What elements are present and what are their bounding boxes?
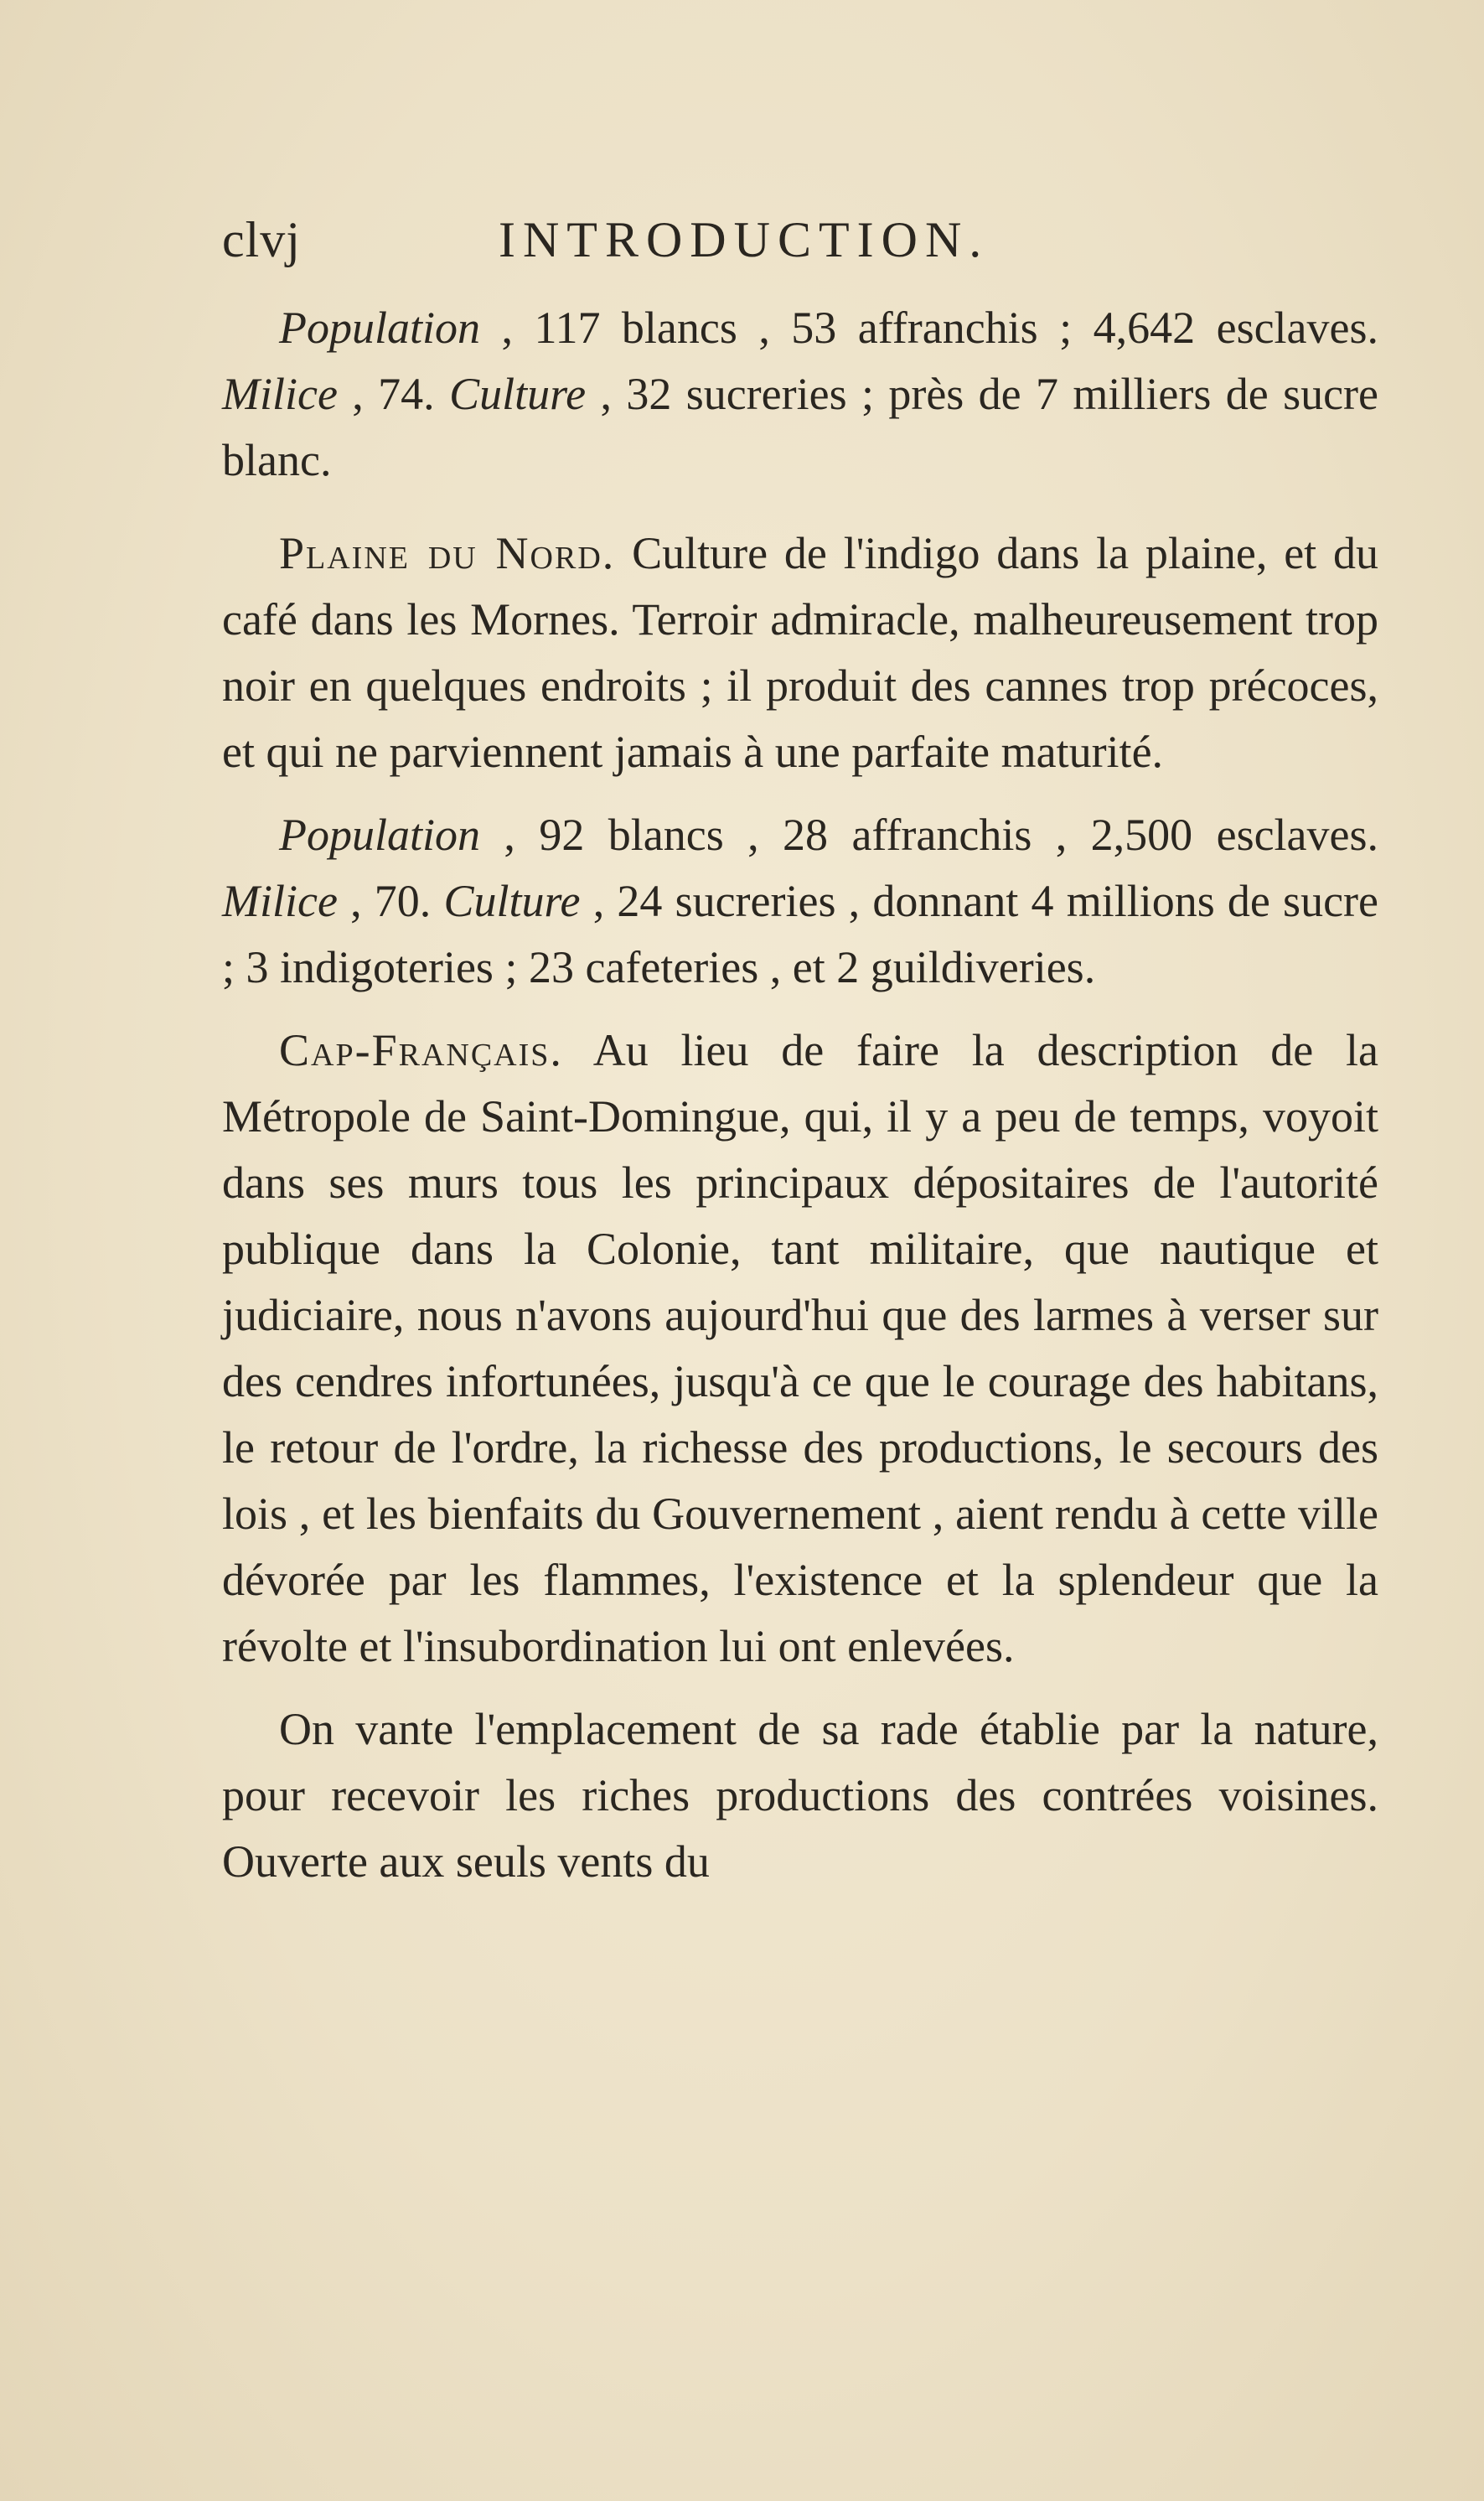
page-body [222,295,1378,1912]
paragraph-text: Culture de l'indigo dans la plaine, et du café dans les Mornes. Terroir admiracle, malheureusement trop noir en quelques endroits ; il produit des cannes trop précoces, et qui ne parviennent jamais à une parfaite maturité. [222,528,1379,777]
paragraph-population-1 [222,295,1378,494]
running-title: INTRODUCTION. [499,212,990,267]
italic-term: Population [279,303,480,353]
paragraph-population-2 [222,802,1378,1001]
paragraph-text: On vante l'emplacement de sa rade établie par la nature, pour recevoir les riches productions des contrées voisines. Ouverte aux seuls vents du [222,1704,1378,1887]
paragraph-cap-francais [222,1017,1378,1680]
paragraph-text: , 24 sucreries , donnant 4 millions de sucre ; 3 indigoteries ; 23 cafeteries , et 2 guildiveries. [222,876,1378,992]
italic-term: Culture [443,876,581,926]
italic-term: Population [279,810,480,860]
paragraph-text: , 32 sucreries ; près de 7 milliers de sucre blanc. [222,369,1379,485]
paragraph-text: , 70. [337,876,444,926]
paragraph-rade [222,1696,1378,1895]
paragraph-text: Au lieu de faire la description de la Métropole de Saint-Domingue, qui, il y a peu de temps, voyoit dans ses murs tous les principaux dépositaires de l'autorité publique dans la Colonie, tant militaire, que nautique et judiciaire, nous n'avons aujourd'hui que des larmes à verser sur des cendres infortunées, jusqu'à ce que le courage des habitans, le retour de l'ordre, la richesse des productions, le secours des lois , et les bienfaits du Gouvernement , aient rendu à cette ville dévorée par les flammes, l'existence et la splendeur que la révolte et l'insubordination lui ont enlevées. [222,1025,1378,1671]
italic-term: Milice [222,876,338,926]
paragraph-plaine-du-nord [222,520,1378,785]
section-heading: Plaine du Nord. [279,528,616,578]
page-header [222,211,1110,278]
paragraph-text: , 74. [337,369,450,419]
italic-term: Culture [449,369,587,419]
paragraph-text: , 92 blancs , 28 affranchis , 2,500 esclaves. [480,810,1378,860]
page-number: clvj [222,212,301,267]
section-heading: Cap-Français. [279,1025,563,1075]
italic-term: Milice [222,369,338,419]
paragraph-text: , 117 blancs , 53 affranchis ; 4,642 esclaves. [480,303,1378,353]
